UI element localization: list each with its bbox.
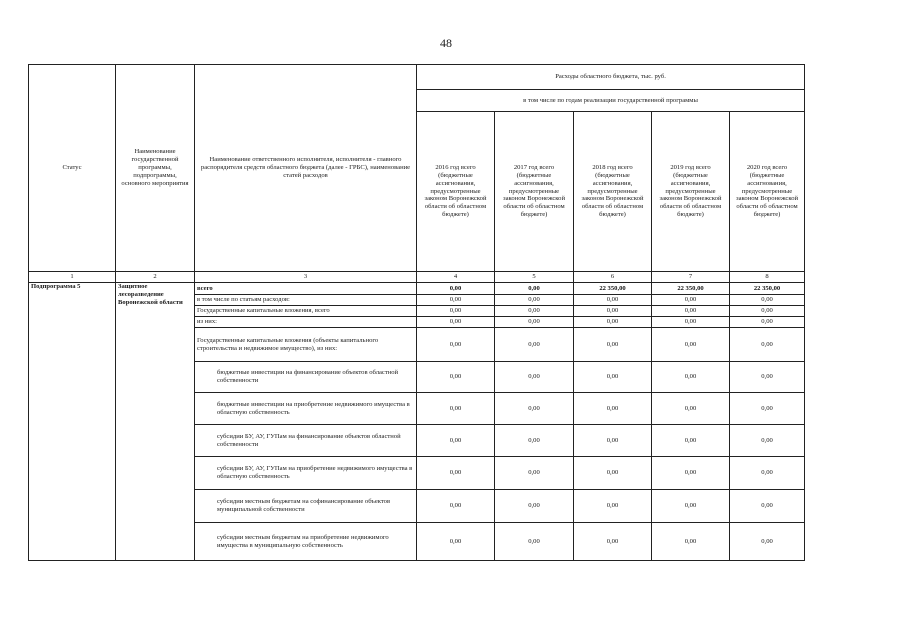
header-year-2017: 2017 год всего (бюджетные ассигнования, предусмотренные законом Воронежской области об областном бюджете) xyxy=(495,112,574,272)
value-cell: 0,00 xyxy=(574,457,652,490)
value-cell: 0,00 xyxy=(495,523,574,561)
column-number: 8 xyxy=(730,272,805,283)
column-number: 7 xyxy=(652,272,730,283)
value-cell: 0,00 xyxy=(652,490,730,523)
value-cell: 0,00 xyxy=(574,393,652,425)
value-cell: 0,00 xyxy=(495,362,574,393)
value-cell: 0,00 xyxy=(495,425,574,457)
value-cell: 0,00 xyxy=(417,425,495,457)
value-cell: 0,00 xyxy=(652,295,730,306)
row-label: из них: xyxy=(195,317,417,328)
row-label: субсидии БУ, АУ, ГУПам на финансирование объектов областной собственности xyxy=(195,425,417,457)
column-number: 3 xyxy=(195,272,417,283)
header-budget-expenses: Расходы областного бюджета, тыс. руб. xyxy=(417,65,805,90)
value-cell: 0,00 xyxy=(417,306,495,317)
value-cell: 0,00 xyxy=(730,457,805,490)
value-cell: 0,00 xyxy=(730,425,805,457)
column-number: 1 xyxy=(29,272,116,283)
value-cell: 0,00 xyxy=(417,393,495,425)
column-number: 4 xyxy=(417,272,495,283)
value-cell: 0,00 xyxy=(652,306,730,317)
row-label: субсидии БУ, АУ, ГУПам на приобретение недвижимого имущества в областную собственность xyxy=(195,457,417,490)
value-cell: 0,00 xyxy=(574,306,652,317)
value-cell: 0,00 xyxy=(495,328,574,362)
value-cell: 0,00 xyxy=(574,317,652,328)
value-cell: 0,00 xyxy=(652,393,730,425)
value-cell: 0,00 xyxy=(417,295,495,306)
header-year-2016: 2016 год всего (бюджетные ассигнования, предусмотренные законом Воронежской области об областном бюджете) xyxy=(417,112,495,272)
value-cell: 22 350,00 xyxy=(730,283,805,295)
subprogram-name: Защитное лесоразведение Воронежской области xyxy=(116,283,195,561)
value-cell: 0,00 xyxy=(574,523,652,561)
budget-table xyxy=(28,64,805,561)
value-cell: 0,00 xyxy=(730,295,805,306)
value-cell: 0,00 xyxy=(417,317,495,328)
value-cell: 0,00 xyxy=(730,393,805,425)
value-cell: 0,00 xyxy=(730,362,805,393)
value-cell: 0,00 xyxy=(417,457,495,490)
value-cell: 0,00 xyxy=(652,425,730,457)
row-label: бюджетные инвестиции на финансирование объектов областной собственности xyxy=(195,362,417,393)
row-label: субсидии местным бюджетам на приобретение недвижимого имущества в муниципальную собственность xyxy=(195,523,417,561)
value-cell: 0,00 xyxy=(652,362,730,393)
value-cell: 0,00 xyxy=(652,328,730,362)
value-cell: 0,00 xyxy=(495,317,574,328)
header-program-name: Наименование государственной программы, подпрограммы, основного мероприятия xyxy=(116,65,195,272)
header-year-2019: 2019 год всего (бюджетные ассигнования, предусмотренные законом Воронежской области об областном бюджете) xyxy=(652,112,730,272)
value-cell: 0,00 xyxy=(730,328,805,362)
value-cell: 0,00 xyxy=(417,362,495,393)
value-cell: 0,00 xyxy=(652,523,730,561)
header-status: Статус xyxy=(29,65,116,272)
column-number: 6 xyxy=(574,272,652,283)
row-label: субсидии местным бюджетам на софинансирование объектов муниципальной собственности xyxy=(195,490,417,523)
value-cell: 0,00 xyxy=(495,306,574,317)
column-number: 5 xyxy=(495,272,574,283)
value-cell: 0,00 xyxy=(495,393,574,425)
value-cell: 22 350,00 xyxy=(652,283,730,295)
value-cell: 0,00 xyxy=(574,362,652,393)
row-label: всего xyxy=(195,283,417,295)
value-cell: 22 350,00 xyxy=(574,283,652,295)
row-label: Государственные капитальные вложения (объекты капитального строительства и недвижимое имущество), из них: xyxy=(195,328,417,362)
header-year-2018: 2018 год всего (бюджетные ассигнования, предусмотренные законом Воронежской области об областном бюджете) xyxy=(574,112,652,272)
column-number: 2 xyxy=(116,272,195,283)
value-cell: 0,00 xyxy=(574,490,652,523)
value-cell: 0,00 xyxy=(730,317,805,328)
value-cell: 0,00 xyxy=(417,523,495,561)
value-cell: 0,00 xyxy=(652,457,730,490)
value-cell: 0,00 xyxy=(495,295,574,306)
value-cell: 0,00 xyxy=(417,328,495,362)
value-cell: 0,00 xyxy=(574,295,652,306)
value-cell: 0,00 xyxy=(730,490,805,523)
row-label: Государственные капитальные вложения, всего xyxy=(195,306,417,317)
header-year-2020: 2020 год всего (бюджетные ассигнования, предусмотренные законом Воронежской области об областном бюджете) xyxy=(730,112,805,272)
value-cell: 0,00 xyxy=(574,328,652,362)
value-cell: 0,00 xyxy=(495,457,574,490)
row-label: бюджетные инвестиции на приобретение недвижимого имущества в областную собственность xyxy=(195,393,417,425)
page-number: 48 xyxy=(440,36,452,50)
value-cell: 0,00 xyxy=(574,425,652,457)
value-cell: 0,00 xyxy=(417,283,495,295)
row-label: в том числе по статьям расходов: xyxy=(195,295,417,306)
value-cell: 0,00 xyxy=(417,490,495,523)
value-cell: 0,00 xyxy=(652,317,730,328)
value-cell: 0,00 xyxy=(495,283,574,295)
header-executor-name: Наименование ответственного исполнителя, исполнителя - главного распорядителя средств областного бюджета (далее - ГРБС), наименование статей расходов xyxy=(195,65,417,272)
value-cell: 0,00 xyxy=(495,490,574,523)
row-total xyxy=(29,283,805,295)
value-cell: 0,00 xyxy=(730,523,805,561)
subprogram-status: Подпрограмма 5 xyxy=(29,283,116,561)
value-cell: 0,00 xyxy=(730,306,805,317)
header-by-years: в том числе по годам реализации государственной программы xyxy=(417,90,805,112)
